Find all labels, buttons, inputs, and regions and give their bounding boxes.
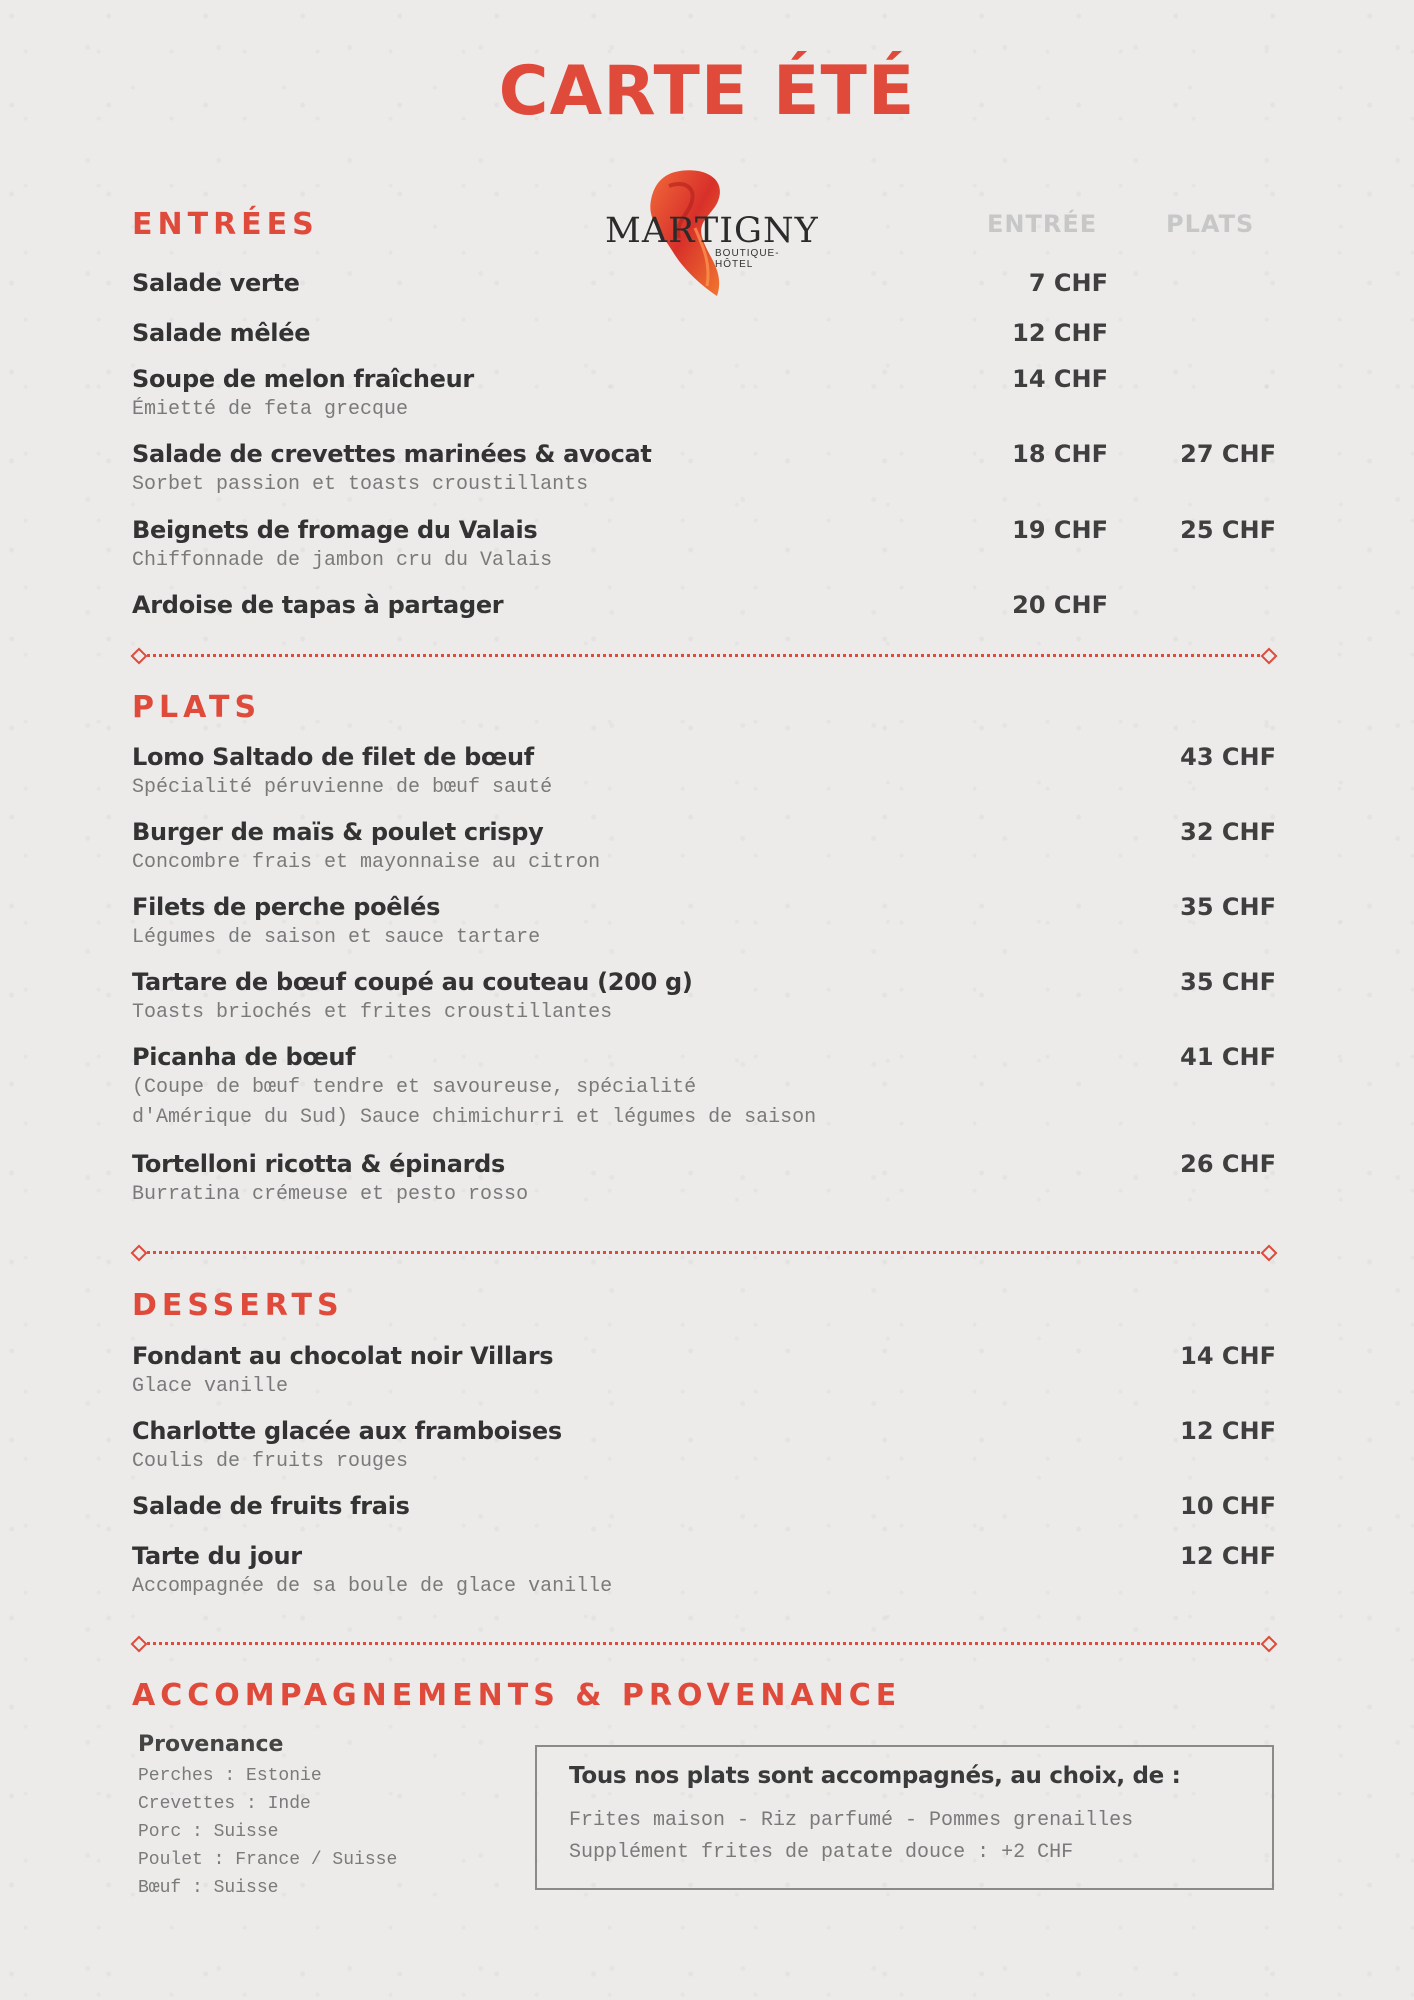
item-description: (Coupe de bœuf tendre et savoureuse, spécialité — [132, 1076, 697, 1099]
item-price-plat: 25 CHF — [1180, 516, 1276, 544]
item-description: Émietté de feta grecque — [132, 398, 409, 421]
item-description: Toasts briochés et frites croustillantes — [132, 1001, 613, 1024]
item-description-line2: d'Amérique du Sud) Sauce chimichurri et légumes de saison — [132, 1106, 817, 1129]
item-price: 41 CHF — [1180, 1043, 1276, 1071]
item-description: Coulis de fruits rouges — [132, 1450, 409, 1473]
item-price-entree: 14 CHF — [1012, 365, 1108, 393]
item-name: Fondant au chocolat noir Villars — [132, 1342, 554, 1370]
item-description: Chiffonnade de jambon cru du Valais — [132, 549, 553, 572]
menu-item — [132, 816, 1276, 878]
item-name: Tartare de bœuf coupé au couteau (200 g) — [132, 968, 693, 996]
menu-item — [132, 267, 1276, 299]
menu-item — [132, 438, 1276, 500]
section-heading-accompagnements: ACCOMPAGNEMENTS & PROVENANCE — [132, 1678, 902, 1713]
item-price: 10 CHF — [1180, 1492, 1276, 1520]
menu-item — [132, 891, 1276, 953]
item-price: 12 CHF — [1180, 1542, 1276, 1570]
menu-item — [132, 363, 1276, 425]
provenance-title: Provenance — [138, 1732, 284, 1757]
page-title: CARTE ÉTÉ — [498, 52, 916, 131]
item-description: Accompagnée de sa boule de glace vanille — [132, 1575, 613, 1598]
item-price-plat: 27 CHF — [1180, 440, 1276, 468]
menu-item — [132, 1148, 1276, 1210]
item-description: Glace vanille — [132, 1375, 289, 1398]
item-description: Sorbet passion et toasts croustillants — [132, 473, 589, 496]
item-price: 26 CHF — [1180, 1150, 1276, 1178]
item-description: Spécialité péruvienne de bœuf sauté — [132, 776, 553, 799]
provenance-item: Bœuf : Suisse — [138, 1878, 279, 1898]
accompaniment-options: Frites maison - Riz parfumé - Pommes grenailles — [569, 1809, 1134, 1832]
item-price: 43 CHF — [1180, 743, 1276, 771]
menu-item — [132, 317, 1276, 349]
item-name: Beignets de fromage du Valais — [132, 516, 538, 544]
section-heading-entrees: ENTRÉES — [132, 207, 319, 242]
item-description: Burratina crémeuse et pesto rosso — [132, 1183, 529, 1206]
item-price: 32 CHF — [1180, 818, 1276, 846]
accompaniment-title: Tous nos plats sont accompagnés, au choix, de : — [569, 1763, 1181, 1789]
item-name: Salade de fruits frais — [132, 1492, 410, 1520]
diamond-icon — [131, 1245, 148, 1262]
menu-item — [132, 1415, 1276, 1477]
menu-item — [132, 966, 1276, 1028]
accompaniment-box — [535, 1745, 1274, 1890]
item-price-entree: 7 CHF — [1028, 269, 1108, 297]
diamond-icon — [131, 648, 148, 665]
provenance-item: Perches : Estonie — [138, 1766, 322, 1786]
item-price-entree: 19 CHF — [1012, 516, 1108, 544]
item-price: 12 CHF — [1180, 1417, 1276, 1445]
section-heading-desserts: DESSERTS — [132, 1288, 344, 1323]
diamond-icon — [1261, 1636, 1278, 1653]
logo-name: MARTIGNY — [605, 211, 819, 251]
diamond-icon — [131, 1636, 148, 1653]
item-name: Tarte du jour — [132, 1542, 302, 1570]
menu-item — [132, 514, 1276, 576]
provenance-item: Poulet : France / Suisse — [138, 1850, 398, 1870]
item-price-entree: 20 CHF — [1012, 591, 1108, 619]
item-name: Picanha de bœuf — [132, 1043, 356, 1071]
provenance-item: Crevettes : Inde — [138, 1794, 311, 1814]
item-name: Burger de maïs & poulet crispy — [132, 818, 544, 846]
section-heading-plats: PLATS — [132, 690, 262, 725]
item-name: Salade mêlée — [132, 319, 311, 347]
item-name: Filets de perche poêlés — [132, 893, 441, 921]
provenance-item: Porc : Suisse — [138, 1822, 279, 1842]
item-name: Tortelloni ricotta & épinards — [132, 1150, 505, 1178]
logo-subtitle: BOUTIQUE-HÔTEL — [715, 248, 780, 270]
item-name: Lomo Saltado de filet de bœuf — [132, 743, 534, 771]
item-name: Ardoise de tapas à partager — [132, 591, 504, 619]
item-price: 14 CHF — [1180, 1342, 1276, 1370]
menu-item — [132, 741, 1276, 803]
item-description: Légumes de saison et sauce tartare — [132, 926, 541, 949]
menu-item — [132, 1340, 1276, 1402]
item-price: 35 CHF — [1180, 968, 1276, 996]
section-divider — [132, 1245, 1276, 1259]
menu-item — [132, 1540, 1276, 1602]
item-name: Salade de crevettes marinées & avocat — [132, 440, 652, 468]
diamond-icon — [1261, 1245, 1278, 1262]
accompaniment-supplement: Supplément frites de patate douce : +2 CHF — [569, 1841, 1074, 1864]
column-header-plats: PLATS — [1166, 210, 1255, 238]
item-price-entree: 18 CHF — [1012, 440, 1108, 468]
section-divider — [132, 1636, 1276, 1650]
menu-item — [132, 1490, 1276, 1522]
section-divider — [132, 648, 1276, 662]
column-header-entree: ENTRÉE — [987, 210, 1098, 238]
diamond-icon — [1261, 648, 1278, 665]
item-price: 35 CHF — [1180, 893, 1276, 921]
item-name: Salade verte — [132, 269, 300, 297]
item-name: Charlotte glacée aux framboises — [132, 1417, 562, 1445]
menu-item — [132, 1041, 1276, 1133]
item-description: Concombre frais et mayonnaise au citron — [132, 851, 601, 874]
item-name: Soupe de melon fraîcheur — [132, 365, 474, 393]
provenance-list — [138, 1728, 498, 1902]
item-price-entree: 12 CHF — [1012, 319, 1108, 347]
menu-item — [132, 589, 1276, 621]
